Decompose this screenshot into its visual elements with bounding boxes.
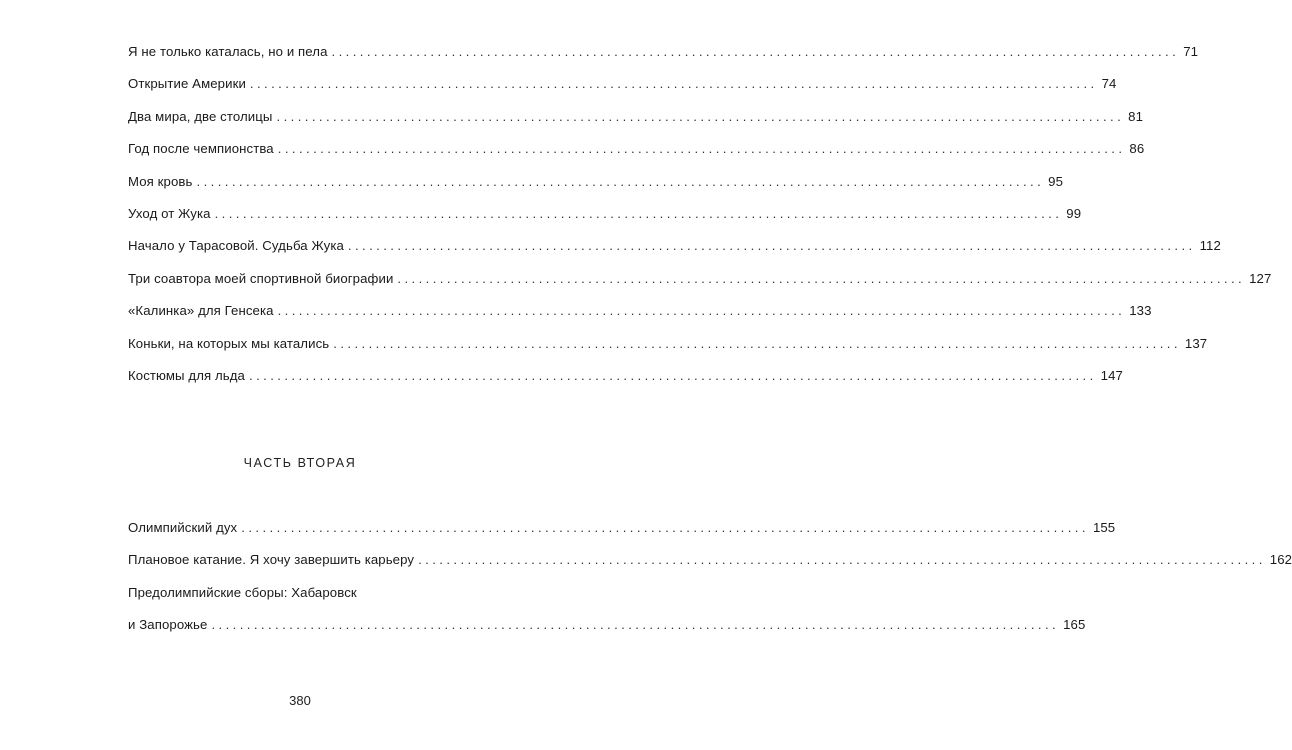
dot-leader: ........................................................................................................................ xyxy=(347,238,1196,254)
toc-entry-title: Открытие Америки xyxy=(128,76,246,92)
toc-entry xyxy=(128,36,1199,68)
dot-leader: ........................................................................................................................ xyxy=(277,303,1126,319)
toc-entry-page: 165 xyxy=(1063,617,1086,633)
dot-leader: ........................................................................................................................ xyxy=(214,205,1063,221)
toc-entry xyxy=(128,512,1116,544)
dot-leader: ........................................................................................................................ xyxy=(249,367,1097,383)
toc-entry-page: 112 xyxy=(1199,238,1221,254)
toc-entry-page: 71 xyxy=(1183,44,1199,59)
toc-part-two xyxy=(128,512,1292,642)
toc-entry xyxy=(128,609,1086,641)
toc-entry-page: 95 xyxy=(1048,173,1064,189)
toc-entry xyxy=(128,544,1292,576)
toc-entry-title: «Калинка» для Генсека xyxy=(128,303,274,319)
toc-entry xyxy=(128,101,1144,133)
toc-entry-page: 99 xyxy=(1066,205,1082,221)
toc-entry xyxy=(128,263,1272,295)
toc-entry-page: 127 xyxy=(1249,270,1272,286)
toc-entry-page: 81 xyxy=(1128,108,1144,124)
toc-entry-title: Олимпийский дух xyxy=(128,520,238,535)
toc-entry-title: Я не только каталась, но и пела xyxy=(128,44,328,59)
toc-entry-page: 137 xyxy=(1184,335,1208,351)
dot-leader: ........................................................................................................................ xyxy=(211,617,1060,633)
dot-leader: ........................................................................................................................ xyxy=(331,44,1180,59)
toc-entry xyxy=(128,230,1221,262)
dot-leader: ........................................................................................................................ xyxy=(241,520,1089,535)
toc-part-one xyxy=(128,36,1272,392)
dot-leader: ........................................................................................................................ xyxy=(333,335,1181,351)
toc-entry-page: 162 xyxy=(1269,552,1292,568)
toc-entry-page: 147 xyxy=(1100,367,1123,383)
dot-leader: ........................................................................................................................ xyxy=(277,141,1126,157)
toc-entry-title: Уход от Жука xyxy=(128,205,211,221)
dot-leader: ........................................................................................................................ xyxy=(397,270,1246,286)
toc-entry-title: Начало у Тарасовой. Судьба Жука xyxy=(128,238,344,254)
toc-entry-title: Плановое катание. Я хочу завершить карьеру xyxy=(128,552,415,568)
dot-leader: ........................................................................................................................ xyxy=(196,173,1045,189)
toc-entry-title: Предолимпийские сборы: Хабаровск xyxy=(128,584,357,600)
dot-leader: ........................................................................................................................ xyxy=(418,552,1266,568)
toc-entry-page: 86 xyxy=(1129,141,1145,157)
dot-leader: ........................................................................................................................ xyxy=(249,76,1098,92)
toc-entry-title: Костюмы для льда xyxy=(128,367,245,383)
toc-entry-title: и Запорожье xyxy=(128,617,208,633)
toc-entry-title: Коньки, на которых мы катались xyxy=(128,335,330,351)
toc-entry-title: Год после чемпионства xyxy=(128,141,274,157)
toc-entry xyxy=(128,68,1117,100)
toc-entry-title: Три соавтора моей спортивной биографии xyxy=(128,270,394,286)
toc-entry-page: 155 xyxy=(1092,520,1116,535)
page-number: 380 xyxy=(289,693,311,708)
toc-entry-page: 74 xyxy=(1101,76,1117,92)
dot-leader: ........................................................................................................................ xyxy=(276,108,1125,124)
toc-entry-continued xyxy=(128,577,492,609)
toc-entry xyxy=(128,166,1064,198)
toc-entry-page: 133 xyxy=(1129,303,1152,319)
toc-entry xyxy=(128,133,1145,165)
toc-entry xyxy=(128,328,1208,360)
toc-entry xyxy=(128,198,1082,230)
toc-entry-title: Два мира, две столицы xyxy=(128,108,273,124)
toc-entry xyxy=(128,360,1123,392)
part-two-heading: ЧАСТЬ ВТОРАЯ xyxy=(243,456,357,470)
toc-entry-title: Моя кровь xyxy=(128,173,193,189)
toc-entry xyxy=(128,295,1152,327)
